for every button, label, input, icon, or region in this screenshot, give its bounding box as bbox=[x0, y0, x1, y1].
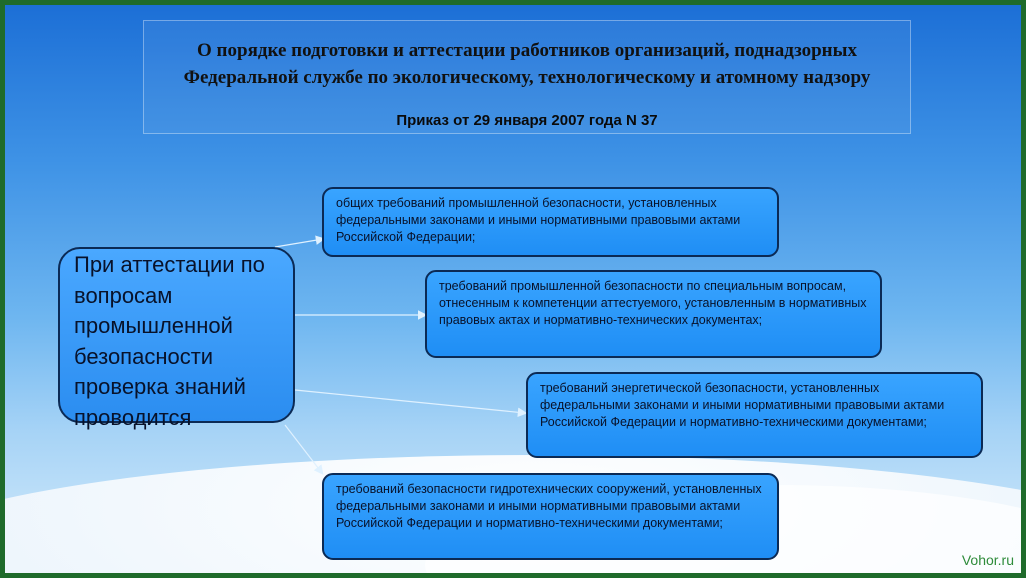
arrow-to-item-3 bbox=[295, 390, 525, 413]
watermark: Vohor.ru bbox=[961, 552, 1014, 568]
order-subtitle: Приказ от 29 января 2007 года N 37 bbox=[396, 112, 658, 129]
arrow-to-item-4 bbox=[285, 425, 322, 473]
page-title: О порядке подготовки и аттестации работников организаций, поднадзорных Федеральной службе по экологическому, технологическому и атомному надзору bbox=[183, 40, 871, 88]
main-statement-box: При аттестации по вопросам промышленной безопасности проверка знаний проводится bbox=[58, 247, 295, 423]
arrow-to-item-1 bbox=[275, 239, 323, 247]
requirement-box-3: требований энергетической безопасности, установленных федеральными законами и иными нормативными правовыми актами Российской Федерации и нормативно-техническими документами; bbox=[526, 372, 983, 458]
requirement-box-1: общих требований промышленной безопасности, установленных федеральными законами и иными нормативными правовыми актами Российской Федерации; bbox=[322, 187, 779, 257]
requirement-box-2: требований промышленной безопасности по специальным вопросам, отнесенным к компетенции аттестуемого, установленным в нормативных правовых актах и нормативно-технических документах; bbox=[425, 270, 882, 358]
requirement-box-4: требований безопасности гидротехнических сооружений, установленных федеральными законами и иными нормативными правовыми актами Российской Федерации и нормативно-техническими документами; bbox=[322, 473, 779, 560]
